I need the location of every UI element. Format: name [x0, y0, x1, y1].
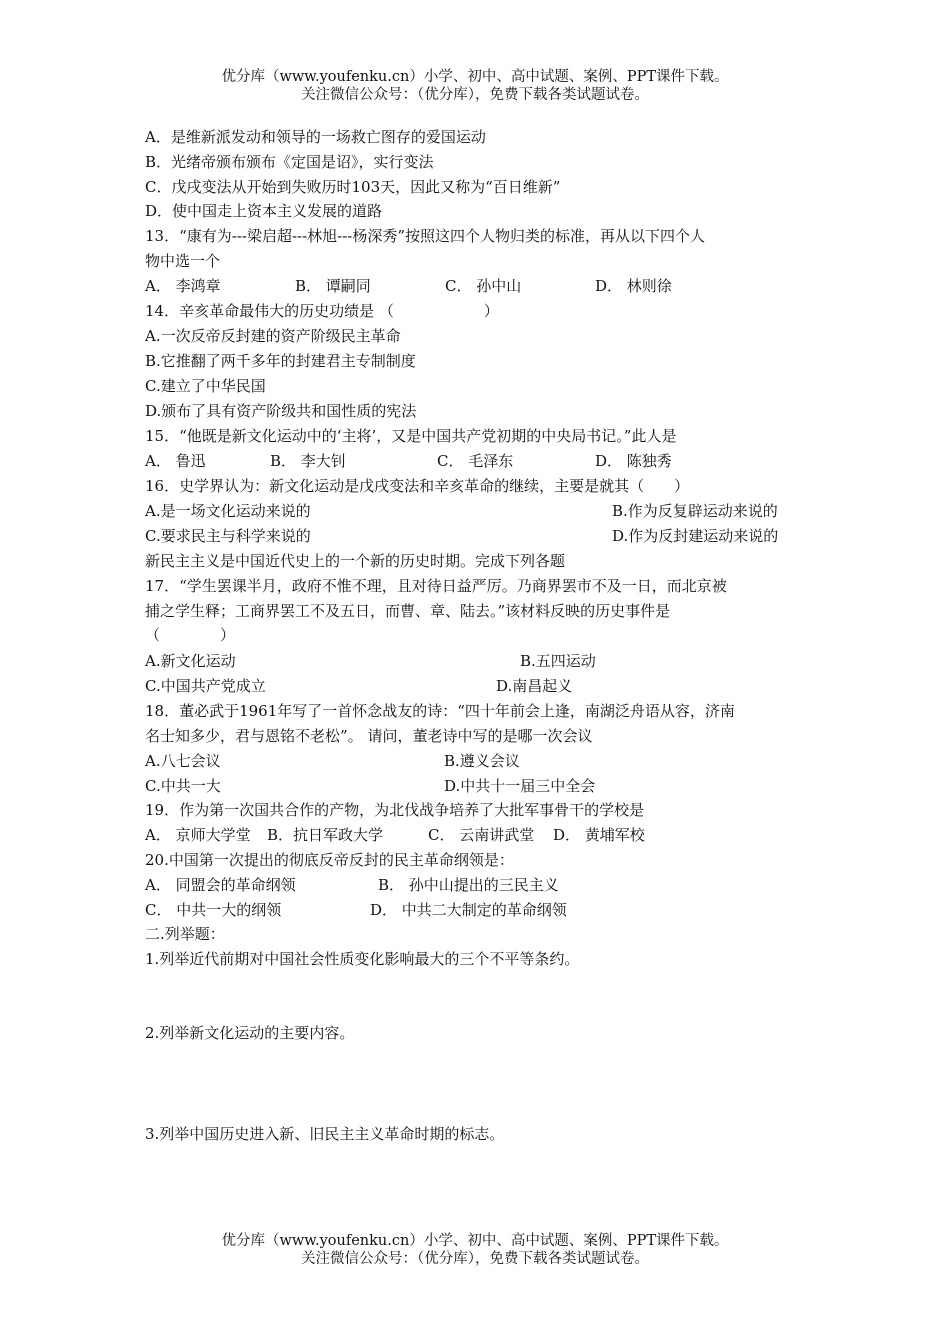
- q16-option-c: C.要求民主与科学来说的: [145, 527, 311, 545]
- q14-option-b: B.它推翻了两千多年的封建君主专制制度: [145, 352, 416, 370]
- q18-stem-line-1: 18．董必武于1961年写了一首怀念战友的诗：“四十年前会上逢，南湖泛舟语从容，济南: [145, 702, 735, 720]
- q13-stem-line-2: 物中选一个: [145, 252, 221, 270]
- q18-stem-line-2: 名士知多少，君与恩铭不老松”。 请问，董老诗中写的是哪一次会议: [145, 727, 593, 745]
- q20-option-d: D． 中共二大制定的革命纲领: [370, 901, 567, 919]
- q20-option-c: C． 中共一大的纲领: [145, 901, 282, 919]
- q20-option-a: A． 同盟会的革命纲领: [145, 876, 296, 894]
- q15-option-d: D． 陈独秀: [595, 452, 672, 470]
- q14-option-c: C.建立了中华民国: [145, 377, 266, 395]
- header-line-1: 优分库（www.youfenku.cn）小学、初中、高中试题、案例、PPT课件下载。: [221, 69, 729, 85]
- q12-option-b: B．光绪帝颁布颁布《定国是诏》，实行变法: [145, 153, 434, 171]
- q17-stem-line-2: 捕之学生释；工商界罢工不及五日，而曹、章、陆去。”该材料反映的历史事件是: [145, 602, 671, 620]
- q16-option-d: D.作为反封建运动来说的: [612, 527, 779, 545]
- q15-option-b: B． 李大钊: [270, 452, 346, 470]
- q19-option-c: C． 云南讲武堂: [428, 826, 535, 844]
- q20-stem: 20.中国第一次提出的彻底反帝反封的民主革命纲领是：: [145, 851, 514, 869]
- q13-option-a: A． 李鸿章: [145, 277, 221, 295]
- q17-stem-line-3: （ ）: [145, 626, 236, 644]
- q14-option-a: A.一次反帝反封建的资产阶级民主革命: [145, 327, 401, 345]
- q16-option-b: B.作为反复辟运动来说的: [612, 502, 778, 520]
- q18-option-b: B.遵义会议: [444, 752, 520, 770]
- q18-option-a: A.八七会议: [145, 752, 221, 770]
- q13-option-b: B． 谭嗣同: [295, 277, 371, 295]
- q18-option-c: C.中共一大: [145, 777, 221, 795]
- footer-line-1: 优分库（www.youfenku.cn）小学、初中、高中试题、案例、PPT课件下载。: [221, 1233, 729, 1249]
- part2-item-2: 2.列举新文化运动的主要内容。: [145, 1024, 355, 1042]
- q13-stem-line-1: 13．“康有为---梁启超---林旭---杨深秀”按照这四个人物归类的标准，再从以下四个人: [145, 227, 706, 245]
- part2-item-1: 1.列举近代前期对中国社会性质变化影响最大的三个不平等条约。: [145, 950, 580, 968]
- q15-stem: 15．“他既是新文化运动中的‘主将’，又是中国共产党初期的中央局书记。”此人是: [145, 427, 677, 445]
- q16-option-a: A.是一场文化运动来说的: [145, 502, 311, 520]
- q19-option-a: A． 京师大学堂: [145, 826, 251, 844]
- footer-line-2: 关注微信公众号：（优分库），免费下载各类试题试卷。: [301, 1251, 649, 1267]
- q20-option-b: B． 孙中山提出的三民主义: [378, 876, 559, 894]
- q17-stem-line-1: 17．“学生罢课半月，政府不惟不理，且对待日益严厉。乃商界罢市不及一日，而北京被: [145, 577, 727, 595]
- q19-stem: 19．作为第一次国共合作的产物，为北伐战争培养了大批军事骨干的学校是: [145, 801, 645, 819]
- q19-option-b: B．抗日军政大学: [267, 826, 384, 844]
- q17-option-a: A.新文化运动: [145, 652, 236, 670]
- q15-option-c: C． 毛泽东: [437, 452, 514, 470]
- q17-option-d: D.南昌起义: [496, 677, 573, 695]
- q18-option-d: D.中共十一届三中全会: [444, 777, 596, 795]
- q19-option-d: D． 黄埔军校: [553, 826, 645, 844]
- q12-option-d: D．使中国走上资本主义发展的道路: [145, 202, 383, 220]
- q12-option-a: A．是维新派发动和领导的一场救亡图存的爱国运动: [145, 128, 486, 146]
- q17-option-b: B.五四运动: [520, 652, 596, 670]
- q13-option-c: C． 孙中山: [445, 277, 522, 295]
- q15-option-a: A． 鲁迅: [145, 452, 206, 470]
- part2-title: 二.列举题：: [145, 925, 225, 943]
- q12-option-c: C．戊戌变法从开始到失败历时103天，因此又称为“百日维新”: [145, 178, 561, 196]
- q13-option-d: D． 林则徐: [595, 277, 672, 295]
- q14-option-d: D.颁布了具有资产阶级共和国性质的宪法: [145, 402, 417, 420]
- q16-stem: 16．史学界认为：新文化运动是戊戌变法和辛亥革命的继续，主要是就其（ ）: [145, 477, 690, 495]
- q17-option-c: C.中国共产党成立: [145, 677, 266, 695]
- section-intro: 新民主主义是中国近代史上的一个新的历史时期。完成下列各题: [145, 552, 566, 570]
- header-line-2: 关注微信公众号：（优分库），免费下载各类试题试卷。: [301, 87, 649, 103]
- part2-item-3: 3.列举中国历史进入新、旧民主主义革命时期的标志。: [145, 1125, 505, 1143]
- q14-stem: 14．辛亥革命最伟大的历史功绩是 （ ）: [145, 302, 499, 320]
